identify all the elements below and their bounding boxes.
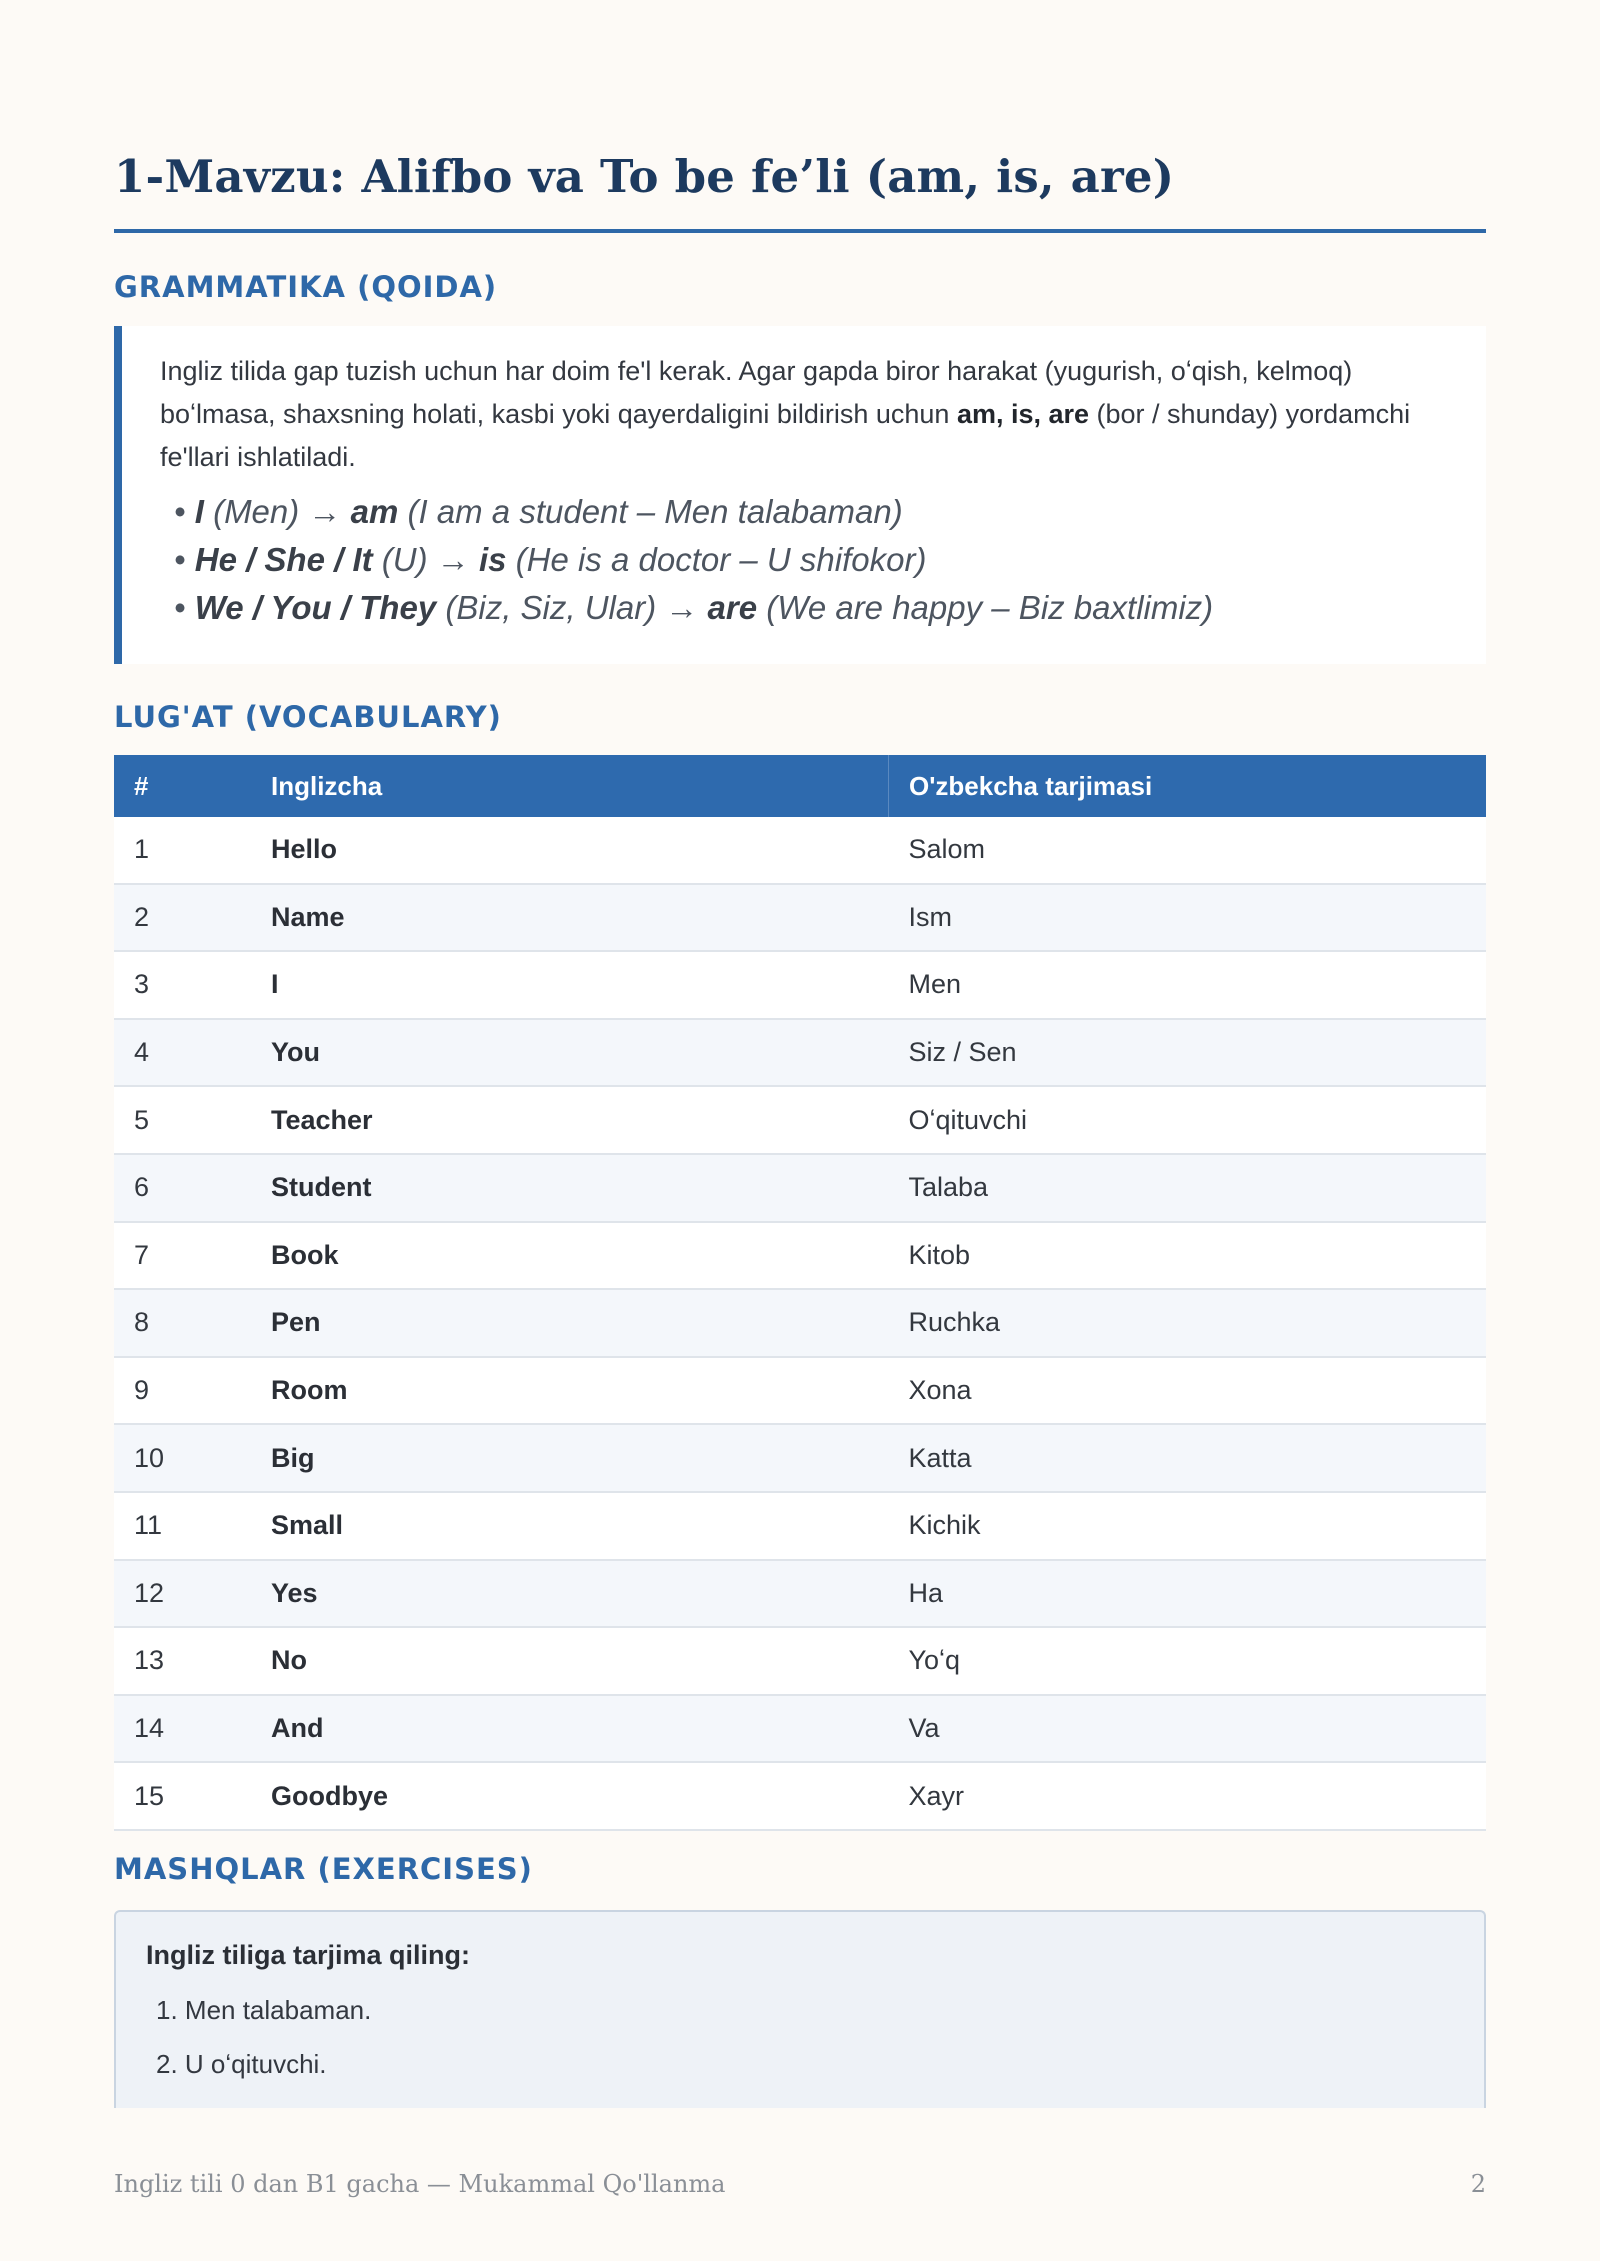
- table-row: [114, 1222, 1486, 1290]
- row-number-cell: 12: [114, 1560, 271, 1628]
- grammar-heading: GRAMMATIKA (QOIDA): [114, 270, 498, 304]
- bullet-note: (Biz, Siz, Ular) →: [436, 589, 708, 626]
- english-word-cell: Name: [271, 884, 889, 952]
- english-word-cell: Pen: [271, 1289, 889, 1357]
- table-row: [114, 1492, 1486, 1560]
- row-number-cell: 14: [114, 1695, 271, 1763]
- uzbek-translation-cell: Ism: [889, 884, 1487, 952]
- table-row: [114, 884, 1486, 952]
- exercise-item: 2. U oʻqituvchi.: [156, 2049, 327, 2079]
- row-number-cell: 2: [114, 884, 271, 952]
- row-number-cell: 4: [114, 1019, 271, 1087]
- table-row: [114, 1357, 1486, 1425]
- column-header-uzbek: O'zbekcha tarjimasi: [889, 755, 1487, 817]
- uzbek-translation-cell: Oʻqituvchi: [889, 1086, 1487, 1154]
- row-number-cell: 15: [114, 1762, 271, 1830]
- english-word-cell: Small: [271, 1492, 889, 1560]
- grammar-bullet: • We / You / They (Biz, Siz, Ular) → are (We are happy – Biz baxtlimiz): [174, 589, 1214, 626]
- english-word-cell: No: [271, 1627, 889, 1695]
- uzbek-translation-cell: Talaba: [889, 1154, 1487, 1222]
- table-row: [114, 1695, 1486, 1763]
- bullet-subject: He / She / It: [194, 541, 373, 578]
- grammar-bullet: • I (Men) → am (I am a student – Men talabaman): [174, 493, 903, 530]
- table-row: [114, 1086, 1486, 1154]
- bullet-verb: is: [478, 541, 507, 578]
- title-divider: [114, 229, 1486, 233]
- table-row: [114, 1154, 1486, 1222]
- row-number-cell: 9: [114, 1357, 271, 1425]
- vocabulary-heading: LUG'AT (VOCABULARY): [114, 700, 502, 734]
- row-number-cell: 5: [114, 1086, 271, 1154]
- grammar-bullet-list: [174, 488, 1474, 632]
- footer-book-title: Ingliz tili 0 dan B1 gacha — Mukammal Qo'llanma: [114, 2170, 726, 2198]
- bullet-verb: am: [350, 493, 399, 530]
- vocabulary-table: [114, 755, 1486, 1831]
- uzbek-translation-cell: Kichik: [889, 1492, 1487, 1560]
- exercise-item: 1. Men talabaman.: [156, 1995, 372, 2025]
- english-word-cell: Goodbye: [271, 1762, 889, 1830]
- row-number-cell: 11: [114, 1492, 271, 1560]
- column-header-english: Inglizcha: [271, 755, 889, 817]
- bullet-verb: are: [707, 589, 758, 626]
- english-word-cell: And: [271, 1695, 889, 1763]
- row-number-cell: 8: [114, 1289, 271, 1357]
- table-row: [114, 1560, 1486, 1628]
- english-word-cell: You: [271, 1019, 889, 1087]
- uzbek-translation-cell: Salom: [889, 817, 1487, 884]
- uzbek-translation-cell: Xayr: [889, 1762, 1487, 1830]
- uzbek-translation-cell: Va: [889, 1695, 1487, 1763]
- english-word-cell: Hello: [271, 817, 889, 884]
- grammar-intro-bold: am, is, are: [956, 399, 1090, 429]
- row-number-cell: 10: [114, 1424, 271, 1492]
- row-number-cell: 13: [114, 1627, 271, 1695]
- english-word-cell: Teacher: [271, 1086, 889, 1154]
- grammar-intro-end: (bor / shunday) yordamchi fe'llari ishlatiladi.: [160, 399, 1411, 472]
- row-number-cell: 3: [114, 951, 271, 1019]
- row-number-cell: 7: [114, 1222, 271, 1290]
- english-word-cell: Yes: [271, 1560, 889, 1628]
- table-row: [114, 1424, 1486, 1492]
- uzbek-translation-cell: Yoʻq: [889, 1627, 1487, 1695]
- english-word-cell: Room: [271, 1357, 889, 1425]
- footer-page-number: 2: [1470, 2170, 1486, 2198]
- bullet-subject: We / You / They: [194, 589, 437, 626]
- bullet-note: (Men) →: [203, 493, 351, 530]
- exercises-heading: MASHQLAR (EXERCISES): [114, 1852, 533, 1886]
- table-row: [114, 951, 1486, 1019]
- uzbek-translation-cell: Katta: [889, 1424, 1487, 1492]
- bullet-subject: I: [194, 493, 204, 530]
- uzbek-translation-cell: Men: [889, 951, 1487, 1019]
- uzbek-translation-cell: Siz / Sen: [889, 1019, 1487, 1087]
- english-word-cell: Big: [271, 1424, 889, 1492]
- bullet-example: (We are happy – Biz baxtlimiz): [757, 589, 1214, 626]
- bullet-note: (U) →: [372, 541, 479, 578]
- bullet-example: (He is a doctor – U shifokor): [506, 541, 927, 578]
- table-row: [114, 817, 1486, 884]
- table-header-row: [114, 755, 1486, 817]
- english-word-cell: I: [271, 951, 889, 1019]
- uzbek-translation-cell: Xona: [889, 1357, 1487, 1425]
- column-header-number: #: [114, 755, 271, 817]
- uzbek-translation-cell: Ha: [889, 1560, 1487, 1628]
- grammar-bullet: • He / She / It (U) → is (He is a doctor – U shifokor): [174, 541, 927, 578]
- grammar-rule-box: [114, 326, 1486, 664]
- table-row: [114, 1019, 1486, 1087]
- grammar-intro: [160, 350, 1460, 479]
- table-row: [114, 1627, 1486, 1695]
- table-row: [114, 1762, 1486, 1830]
- uzbek-translation-cell: Ruchka: [889, 1289, 1487, 1357]
- english-word-cell: Student: [271, 1154, 889, 1222]
- exercise-box: [114, 1910, 1486, 2108]
- vocabulary-table-body: [114, 817, 1486, 1830]
- bullet-example: (I am a student – Men talabaman): [398, 493, 903, 530]
- row-number-cell: 1: [114, 817, 271, 884]
- uzbek-translation-cell: Kitob: [889, 1222, 1487, 1290]
- english-word-cell: Book: [271, 1222, 889, 1290]
- grammar-intro-text: Ingliz tilida gap tuzish uchun har doim fe'l kerak. Agar gapda biror harakat (yugurish, oʻqish, kelmoq) boʻlmasa, shaxsning holati, kasbi yoki qayerdaligini bildirish uchun: [160, 356, 1353, 429]
- table-row: [114, 1289, 1486, 1357]
- row-number-cell: 6: [114, 1154, 271, 1222]
- page-title: 1-Mavzu: Alifbo va To be fe’li (am, is, are): [114, 150, 1175, 203]
- exercise-task: Ingliz tiliga tarjima qiling:: [146, 1940, 471, 1970]
